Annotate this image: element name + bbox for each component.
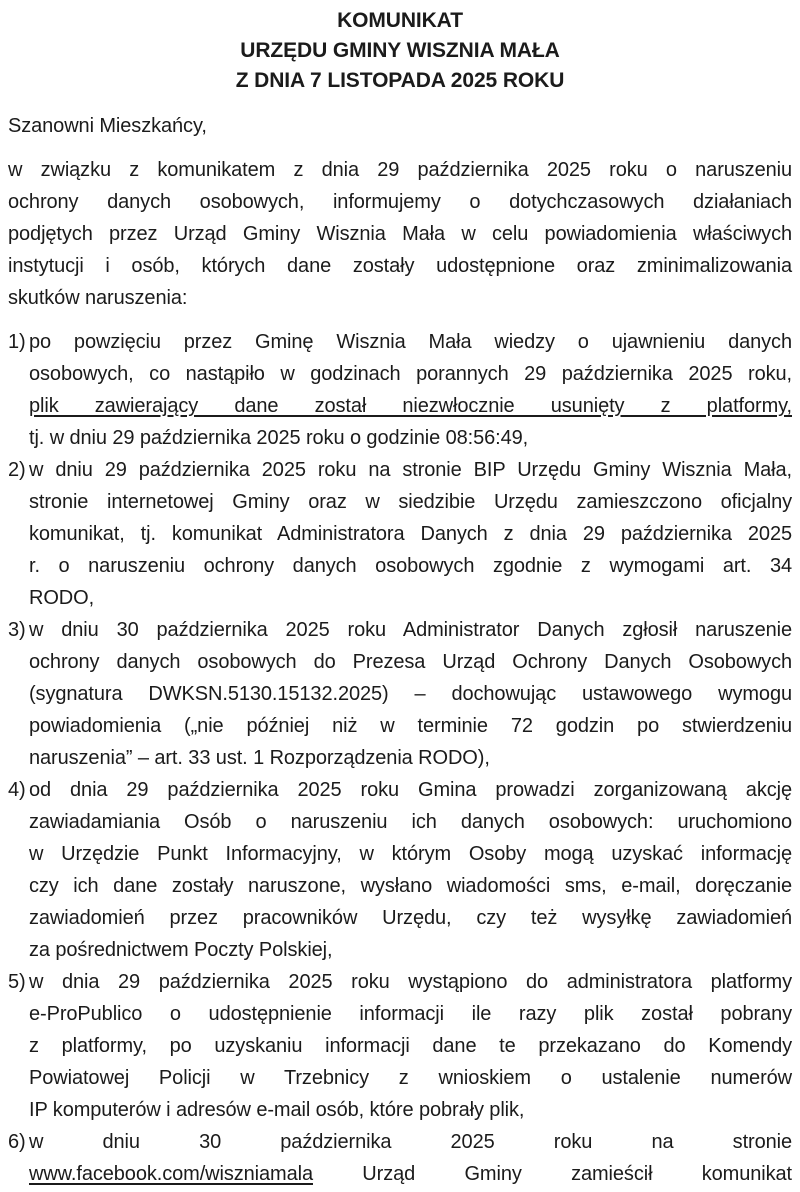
text-line <box>29 454 792 486</box>
title-line-3: Z DNIA 7 LISTOPADA 2025 ROKU <box>235 69 565 92</box>
text-segment: w dniu 30 października 2025 roku na stronie <box>29 1131 792 1153</box>
text-segment: instytucji i osób, których dane zostały udostępnione oraz zminimalizowania <box>8 255 792 277</box>
text-line <box>29 326 792 358</box>
text-segment: za pośrednictwem Poczty Polskiej, <box>29 939 333 961</box>
numbered-list <box>8 326 792 1190</box>
text-segment: powiadomienia („nie później niż w terminie 72 godzin po stwierdzeniu <box>29 715 792 737</box>
text-segment: skutków naruszenia: <box>8 287 188 309</box>
text-segment: Powiatowej Policji w Trzebnicy z wnioskiem o ustalenie numerów <box>29 1067 792 1089</box>
text-segment: RODO, <box>29 587 95 609</box>
text-segment: naruszenia” – art. 33 ust. 1 Rozporządzenia RODO), <box>29 747 490 769</box>
intro-paragraph <box>8 154 792 314</box>
list-item-1 <box>8 326 792 454</box>
text-line <box>29 358 792 390</box>
text-segment: osobowych, co nastąpiło w godzinach porannych 29 października 2025 roku, <box>29 363 792 385</box>
list-item-6 <box>8 1126 792 1190</box>
text-segment: IP komputerów i adresów e-mail osób, które pobrały plik, <box>29 1099 525 1121</box>
text-line <box>29 1158 792 1190</box>
text-segment: komunikat, tj. komunikat Administratora Danych z dnia 29 października 2025 <box>29 523 792 545</box>
text-segment: po powzięciu przez Gminę Wisznia Mała wiedzy o ujawnieniu danych <box>29 331 792 353</box>
text-segment: ochrony danych osobowych, informujemy o dotychczasowych działaniach <box>8 191 792 213</box>
text-line <box>8 250 792 282</box>
text-line <box>29 710 792 742</box>
text-line <box>29 806 792 838</box>
text-segment: stronie internetowej Gminy oraz w siedzibie Urzędu zamieszczono oficjalny <box>29 491 792 513</box>
list-item-2 <box>8 454 792 614</box>
text-segment: w Urzędzie Punkt Informacyjny, w którym Osoby mogą uzyskać informację <box>29 843 792 865</box>
text-line <box>8 154 792 186</box>
text-segment: w dniu 30 października 2025 roku Administrator Danych zgłosił naruszenie <box>29 619 792 641</box>
text-segment: czy ich dane zostały naruszone, wysłano wiadomości sms, e-mail, doręczanie <box>29 875 792 897</box>
salutation: Szanowni Mieszkańcy, <box>8 115 207 137</box>
item-number: 5) <box>8 971 26 993</box>
text-segment: tj. w dniu 29 października 2025 roku o godzinie 08:56:49, <box>29 427 529 449</box>
item-body <box>29 614 792 774</box>
text-line <box>29 582 792 614</box>
text-segment: zawiadamiania Osób o naruszeniu ich danych osobowych: uruchomiono <box>29 811 792 833</box>
text-line <box>29 902 792 934</box>
text-line <box>29 646 792 678</box>
text-line <box>29 774 792 806</box>
text-segment: e-ProPublico o udostępnienie informacji ile razy plik został pobrany <box>29 1003 792 1025</box>
list-item-3 <box>8 614 792 774</box>
text-line <box>29 934 792 966</box>
text-line <box>8 186 792 218</box>
item-number: 6) <box>8 1131 26 1153</box>
item-body <box>29 454 792 614</box>
text-line <box>29 966 792 998</box>
item-body <box>29 966 792 1126</box>
item-body <box>29 326 792 454</box>
text-line <box>29 1030 792 1062</box>
text-segment: w dniu 29 października 2025 roku na stronie BIP Urzędu Gminy Wisznia Mała, <box>29 459 792 481</box>
text-line <box>8 218 792 250</box>
text-segment: z platformy, po uzyskaniu informacji dane te przekazano do Komendy <box>29 1035 792 1057</box>
text-segment: (sygnatura DWKSN.5130.15132.2025) – dochowując ustawowego wymogu <box>29 683 792 705</box>
text-line <box>29 742 792 774</box>
document-title <box>8 6 792 96</box>
text-segment: w związku z komunikatem z dnia 29 października 2025 roku o naruszeniu <box>8 159 792 181</box>
text-line <box>29 486 792 518</box>
text-segment: od dnia 29 października 2025 roku Gmina prowadzi zorganizowaną akcję <box>29 779 792 801</box>
item-number: 4) <box>8 779 26 801</box>
list-item-4 <box>8 774 792 966</box>
text-line <box>29 614 792 646</box>
text-line <box>29 422 792 454</box>
text-line <box>29 678 792 710</box>
facebook-url-text: www.facebook.com/wiszniamala <box>29 1163 313 1185</box>
text-line <box>29 838 792 870</box>
text-line <box>29 550 792 582</box>
item-number: 1) <box>8 331 26 353</box>
text-segment: Urząd Gminy zamieścił komunikat <box>312 1163 792 1185</box>
text-segment: podjętych przez Urząd Gminy Wisznia Mała w celu powiadomienia właściwych <box>8 223 792 245</box>
title-line-1: KOMUNIKAT <box>337 9 463 32</box>
text-line <box>29 1126 792 1158</box>
text-segment: zawiadomień przez pracowników Urzędu, czy też wysyłkę zawiadomień <box>29 907 792 929</box>
item-body <box>29 774 792 966</box>
text-segment: ochrony danych osobowych do Prezesa Urząd Ochrony Danych Osobowych <box>29 651 792 673</box>
text-line <box>29 998 792 1030</box>
text-line <box>29 390 792 422</box>
text-line <box>29 1062 792 1094</box>
list-item-5 <box>8 966 792 1126</box>
underlined-text: plik zawierający dane został niezwłocznie usunięty z platformy, <box>29 395 792 417</box>
item-number: 2) <box>8 459 26 481</box>
text-line <box>29 518 792 550</box>
item-number: 3) <box>8 619 26 641</box>
text-line <box>8 282 792 314</box>
item-body <box>29 1126 792 1190</box>
text-line <box>29 870 792 902</box>
text-line <box>29 1094 792 1126</box>
text-segment: w dnia 29 października 2025 roku wystąpiono do administratora platformy <box>29 971 792 993</box>
text-segment: r. o naruszeniu ochrony danych osobowych zgodnie z wymogami art. 34 <box>29 555 792 577</box>
title-line-2: URZĘDU GMINY WISZNIA MAŁA <box>240 39 560 62</box>
